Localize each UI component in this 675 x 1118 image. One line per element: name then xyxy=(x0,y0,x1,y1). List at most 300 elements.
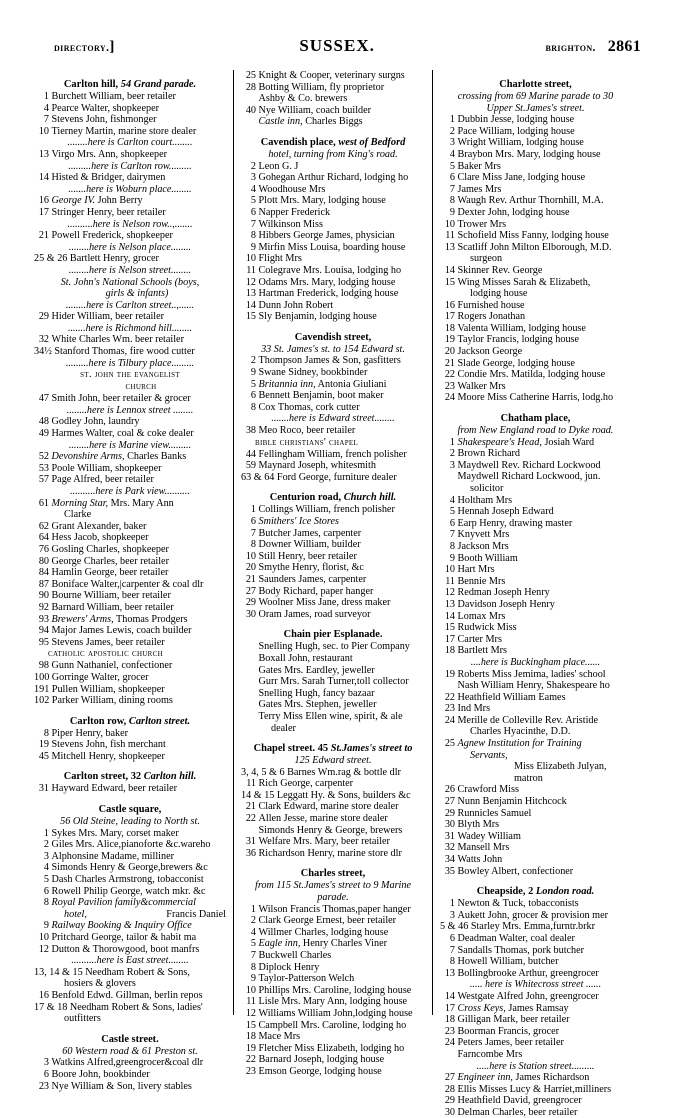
entry-number: 7 xyxy=(250,527,256,539)
directory-entry xyxy=(440,703,631,715)
directory-entry xyxy=(34,614,226,626)
directory-entry xyxy=(34,230,226,242)
entry-text: Walker Mrs xyxy=(457,380,506,392)
directory-entry xyxy=(440,149,631,161)
entry-number: 57 xyxy=(38,474,49,486)
entry-number: 1 xyxy=(43,91,49,102)
entry-number: 7 xyxy=(449,529,455,541)
directory-entry xyxy=(241,950,425,962)
entry-number: 15 xyxy=(245,311,256,323)
entry-text: Giles Mrs. Alice,pianoforte &c.wareho xyxy=(51,839,211,851)
directory-entry xyxy=(241,973,425,985)
entry-text: Mirfin Miss Louisa, boarding house xyxy=(258,241,406,253)
directory-entry xyxy=(440,956,631,968)
entry-text: Dutton & Thorowgood, boot manfrs xyxy=(51,943,200,955)
entry-number: 29 xyxy=(444,807,455,819)
entry-text: Carter Mrs xyxy=(457,633,502,645)
entry-number: 8 xyxy=(250,961,256,973)
directory-entry xyxy=(241,195,425,207)
entry-text: Dunn John Robert xyxy=(258,299,334,311)
entry-text: Saunders James, carpenter xyxy=(258,573,367,585)
entry-text: Scatliff John Milton Elborough, M.D. xyxy=(457,241,612,253)
entry-number: 14 xyxy=(38,172,49,184)
entry-text: Diplock Henry xyxy=(258,961,320,973)
directory-entry xyxy=(34,1069,226,1081)
directory-entry xyxy=(34,990,226,1002)
entry-text: Mace Mrs xyxy=(258,1031,301,1043)
entry-text: Redman Joseph Henry xyxy=(457,587,550,599)
directory-entry xyxy=(34,637,226,649)
entry-text: Alphonsine Madame, milliner xyxy=(51,850,175,862)
entry-number: 16 xyxy=(38,195,49,207)
entry-text: Bollingbrooke Arthur, greengrocer xyxy=(457,967,599,979)
entry-continuation: Clarke xyxy=(64,509,92,521)
directory-entry xyxy=(241,665,425,677)
entry-text: Snelling Hugh, fancy bazaar xyxy=(258,687,375,699)
entry-text: Harmes Walter, coal & coke dealer xyxy=(51,428,194,440)
directory-entry xyxy=(440,1014,631,1026)
entry-text: Colegrave Mrs. Louisa, lodging ho xyxy=(258,264,402,276)
entry-number: 4 xyxy=(250,926,256,938)
directory-entry xyxy=(440,738,631,784)
entry-number: 9 xyxy=(250,973,256,985)
entry-text: Cross Keys, James Ramsay xyxy=(457,1002,569,1014)
entry-number: 31 xyxy=(444,830,455,842)
entry-text: Fletcher Miss Elizabeth, lodging ho xyxy=(258,1042,405,1054)
entry-text: Bartlett Mrs xyxy=(457,645,508,657)
entry-number: 17 xyxy=(38,206,49,218)
cross-street-note: ..... here is Whitecross street ...... xyxy=(469,979,602,991)
entry-text: Virgo Mrs. Ann, shopkeeper xyxy=(51,148,167,160)
entry-text: Hayward Edward, beer retailer xyxy=(51,783,178,795)
directory-entry xyxy=(440,622,631,634)
directory-entry xyxy=(440,242,631,265)
cross-street-note: .........here is Tilbury place......... xyxy=(65,357,195,369)
entry-text: Gates Mrs. Eardley, jeweller xyxy=(258,664,375,676)
street-heading: Cavendish street, xyxy=(294,331,372,343)
entry-text: Pearce Walter, shopkeeper xyxy=(51,102,159,114)
entry-number: 16 xyxy=(38,989,49,1001)
directory-entry xyxy=(241,539,425,551)
entry-text: Meo Roco, beer retailer xyxy=(258,425,356,437)
entry-number: 62 xyxy=(38,520,49,532)
directory-entry xyxy=(34,195,226,207)
entry-number: 8 xyxy=(250,539,256,551)
entry-number: 14 xyxy=(444,264,455,276)
directory-entry xyxy=(440,437,631,449)
entry-number: 4 xyxy=(43,862,49,874)
entry-text: Pritchard George, tailor & habit ma xyxy=(51,932,197,943)
entry-number: 22 xyxy=(444,369,455,381)
cross-street-note: ..........here is Park view.......... xyxy=(70,486,190,497)
entry-continuation: Miss Elizabeth Julyan, matron xyxy=(514,761,607,784)
directory-entry xyxy=(241,551,425,563)
entry-number: 11 xyxy=(246,996,256,1008)
entry-number: 84 xyxy=(38,567,49,579)
entry-number: 7 xyxy=(449,944,455,956)
directory-entry xyxy=(440,311,631,323)
directory-entry xyxy=(241,116,425,128)
directory-entry xyxy=(241,161,425,173)
entry-number: 11 xyxy=(445,230,455,242)
entry-number: 20 xyxy=(245,562,256,574)
entry-number: 11 xyxy=(445,575,455,587)
entry-number: 11 xyxy=(246,778,256,790)
street-heading: Charlotte street, xyxy=(499,79,572,90)
entry-number: 59 xyxy=(245,460,256,472)
entry-number: 87 xyxy=(38,578,49,590)
directory-entry xyxy=(34,625,226,637)
directory-entry xyxy=(34,334,226,346)
entry-number: 15 xyxy=(245,1019,256,1031)
entry-text: Fellingham William, french polisher xyxy=(258,448,407,460)
directory-entry xyxy=(440,680,631,692)
directory-entry xyxy=(241,460,425,472)
entry-number: 52 xyxy=(38,451,49,463)
directory-entry xyxy=(34,839,226,851)
directory-entry xyxy=(34,428,226,440)
entry-number: 23 xyxy=(444,1025,455,1037)
directory-entry xyxy=(241,597,425,609)
entry-text: Still Henry, beer retailer xyxy=(258,550,357,562)
entry-text: Emson George, lodging house xyxy=(258,1065,382,1077)
entry-text: Buckwell Charles xyxy=(258,950,332,961)
entry-text: Page Alfred, beer retailer xyxy=(51,474,154,486)
entry-number: 24 xyxy=(444,714,455,726)
directory-entry xyxy=(241,790,425,802)
entry-text: Devonshire Arms, Charles Banks xyxy=(51,451,187,463)
entry-text: Jackson George xyxy=(457,346,523,358)
entry-number: 19 xyxy=(245,1042,256,1054)
entry-text: Terry Miss Ellen wine, spirit, & ale xyxy=(258,710,403,722)
directory-entry xyxy=(241,219,425,231)
entry-number: 35 xyxy=(444,865,455,877)
entry-text: Richardson Henry, marine store dlr xyxy=(258,847,402,859)
directory-entry xyxy=(440,323,631,335)
entry-text: Downer William, builder xyxy=(258,539,361,551)
entry-text: Schofield Miss Fanny, lodging house xyxy=(457,230,609,242)
directory-entry xyxy=(241,904,425,916)
entry-text: Deadman Walter, coal dealer xyxy=(457,932,575,944)
entry-number: 19 xyxy=(444,668,455,680)
directory-entry xyxy=(440,796,631,808)
institution-heading xyxy=(241,437,425,449)
entry-text: Benfold Edwd. Gillman, berlin repos xyxy=(51,989,203,1001)
directory-entry xyxy=(34,728,226,740)
entry-number: 25 xyxy=(245,70,256,81)
entry-number: 22 xyxy=(245,813,256,825)
entry-text: Gohegan Arthur Richard, lodging ho xyxy=(258,172,409,184)
entry-text: Maynard Joseph, whitesmith xyxy=(258,460,376,472)
entry-text: Slade George, lodging house xyxy=(457,357,576,369)
directory-entry xyxy=(440,518,631,530)
entry-text: Welfare Mrs. Mary, beer retailer xyxy=(258,836,390,848)
entry-text: Maydwell Rev. Richard Lockwood xyxy=(457,459,601,471)
entry-number: 15 xyxy=(444,622,455,634)
entry-text: Simonds Henry & George, brewers xyxy=(258,824,403,836)
directory-entry xyxy=(440,381,631,393)
entry-number: 6 xyxy=(250,516,256,527)
directory-entry xyxy=(241,825,425,837)
directory-entry xyxy=(241,1043,425,1055)
entry-number: 6 xyxy=(43,1068,49,1080)
directory-entry xyxy=(440,369,631,381)
entry-text: Barnard Joseph, lodging house xyxy=(258,1054,385,1066)
entry-number: 45 xyxy=(38,750,49,762)
entry-number: 40 xyxy=(245,104,256,116)
entry-number: 7 xyxy=(250,218,256,230)
running-head-county: SUSSEX. xyxy=(299,36,375,55)
directory-entry xyxy=(440,277,631,300)
entry-text: Ellis Misses Lucy & Harriet,milliners xyxy=(457,1083,612,1095)
entry-text: Clare Miss Jane, lodging house xyxy=(457,172,586,184)
entry-number: 8 xyxy=(449,195,455,207)
cross-street-note: .......here is Richmond hill........ xyxy=(67,322,193,334)
entry-text: Wing Misses Sarah & Elizabeth, xyxy=(457,276,591,288)
entry-number: 44 xyxy=(245,448,256,460)
entry-number: 15 xyxy=(444,276,455,288)
entry-text: Hess Jacob, shopkeeper xyxy=(51,532,149,544)
entry-text: Moore Miss Catherine Harris, lodg.ho xyxy=(457,392,614,404)
entry-number: 31 xyxy=(245,836,256,848)
directory-entry xyxy=(34,544,226,556)
entry-number: 10 xyxy=(38,932,49,943)
entry-number: 100 xyxy=(34,671,50,683)
directory-entry xyxy=(241,172,425,184)
directory-entry xyxy=(241,288,425,300)
entry-number: 23 xyxy=(38,1080,49,1092)
institution-heading-line: church xyxy=(125,381,157,393)
directory-entry xyxy=(34,886,226,898)
directory-entry xyxy=(440,819,631,831)
directory-entry xyxy=(34,695,226,707)
entry-text: Poole William, shopkeeper xyxy=(51,462,162,474)
directory-entry xyxy=(241,676,425,688)
directory-entry xyxy=(440,219,631,231)
entry-text: Roberts Miss Jemima, ladies' school xyxy=(457,668,606,680)
directory-entry xyxy=(241,242,425,254)
entry-number: 11 xyxy=(246,264,256,276)
street-subheading: Upper St.James's street. xyxy=(486,102,585,114)
directory-entry xyxy=(440,611,631,623)
directory-entry xyxy=(34,114,226,126)
entry-number: 1 xyxy=(449,898,455,910)
entry-number: 19 xyxy=(38,739,49,751)
entry-number: 5 xyxy=(250,938,256,950)
entry-number: 3 xyxy=(449,137,455,149)
directory-entry xyxy=(241,574,425,586)
entry-number: 17 xyxy=(444,311,455,323)
entry-number: 23 xyxy=(245,1065,256,1077)
entry-number: 2 xyxy=(250,355,256,367)
running-head xyxy=(34,36,645,66)
directory-entry xyxy=(440,161,631,173)
entry-text: Newton & Tuck, tobacconists xyxy=(457,898,579,910)
directory-entry xyxy=(241,277,425,289)
directory-entry xyxy=(440,1026,631,1038)
entry-text: Clark Edward, marine store dealer xyxy=(258,801,399,813)
entry-number: 10 xyxy=(245,550,256,562)
entry-number: 3 xyxy=(43,850,49,862)
entry-text: Major James Lewis, coach builder xyxy=(51,625,192,637)
directory-entry xyxy=(34,556,226,568)
directory-entry xyxy=(241,425,425,437)
entry-number: 95 xyxy=(38,636,49,648)
entry-text: Ford George, furniture dealer xyxy=(276,471,397,483)
entry-number: 28 xyxy=(444,1083,455,1095)
entry-text: Jackson Mrs xyxy=(457,540,509,552)
cross-street-note: ....here is Buckingham place...... xyxy=(470,656,601,668)
entry-text: Morning Star, Mrs. Mary Ann xyxy=(51,497,174,509)
entry-text: Bennett Benjamin, boot maker xyxy=(258,390,384,402)
entry-continuation: solicitor xyxy=(470,483,504,494)
entry-text: Knight & Cooper, veterinary surgns xyxy=(258,70,405,81)
directory-entry xyxy=(241,813,425,825)
directory-entry xyxy=(241,653,425,665)
directory-entry xyxy=(241,93,425,105)
directory-entry xyxy=(440,541,631,553)
directory-entry xyxy=(440,1037,631,1049)
entry-text: Bartlett Henry, grocer xyxy=(69,253,159,265)
directory-entry xyxy=(440,854,631,866)
directory-entry xyxy=(34,91,226,103)
entry-number: 3, 4, 5 & 6 xyxy=(241,766,285,778)
directory-entry xyxy=(34,862,226,874)
directory-entry xyxy=(440,1107,631,1118)
entry-number: 8 xyxy=(43,727,49,739)
entry-number: 32 xyxy=(444,842,455,854)
entry-number: 7 xyxy=(250,950,256,961)
entry-number: 25 & 26 xyxy=(34,253,68,265)
entry-text: Allen Jesse, marine store dealer xyxy=(258,813,388,825)
directory-entry xyxy=(241,1031,425,1043)
directory-entry xyxy=(440,495,631,507)
entry-text: Peters James, beer retailer xyxy=(457,1037,564,1049)
directory-entry xyxy=(34,532,226,544)
directory-entry xyxy=(440,137,631,149)
directory-entry xyxy=(440,669,631,681)
entry-text: George Charles, beer retailer xyxy=(51,555,169,567)
directory-entry xyxy=(34,1081,226,1093)
directory-entry xyxy=(34,451,226,463)
directory-entry xyxy=(34,590,226,602)
entry-text: Skinner Rev. George xyxy=(457,264,543,276)
directory-entry xyxy=(440,991,631,1003)
entry-number: 18 xyxy=(444,1014,455,1026)
entry-text: Britannia inn, Antonia Giuliani xyxy=(258,378,387,390)
entry-text: Hartman Frederick, lodging house xyxy=(258,288,399,300)
entry-text: Simonds Henry & George,brewers &c xyxy=(51,862,208,874)
directory-entry xyxy=(241,778,425,790)
directory-entry xyxy=(440,933,631,945)
entry-number: 47 xyxy=(38,393,49,405)
entry-text: Taylor Francis, lodging house xyxy=(457,334,580,346)
entry-number: 36 xyxy=(245,847,256,859)
entry-text: Merille de Colleville Rev. Aristide xyxy=(457,714,599,726)
institution-heading xyxy=(34,648,226,660)
entry-text: Hider William, beer retailer xyxy=(51,311,165,323)
directory-entry xyxy=(34,207,226,219)
entry-text: Campbell Mrs. Caroline, lodging ho xyxy=(258,1019,407,1031)
entry-text: Burchett William, beer retailer xyxy=(51,91,176,102)
entry-number: 76 xyxy=(38,543,49,555)
directory-entry xyxy=(241,938,425,950)
directory-entry xyxy=(241,801,425,813)
directory-entry xyxy=(241,1020,425,1032)
entry-text: Boorman Francis, grocer xyxy=(457,1025,560,1037)
entry-text: Butcher James, carpenter xyxy=(258,527,362,539)
entry-number: 2 xyxy=(43,839,49,851)
directory-entry xyxy=(34,463,226,475)
entry-number: 6 xyxy=(449,517,455,529)
entry-text: Baker Mrs xyxy=(457,160,501,172)
entry-number: 14 xyxy=(245,299,256,311)
directory-entry xyxy=(440,910,631,922)
directory-entry xyxy=(34,498,226,521)
entry-text: Sykes Mrs. Mary, corset maker xyxy=(51,827,179,839)
directory-column-1 xyxy=(34,70,233,1092)
entry-text: Thompson James & Son, gasfitters xyxy=(258,355,401,367)
directory-entry xyxy=(440,1049,631,1061)
directory-entry xyxy=(440,921,631,933)
entry-number: 9 xyxy=(43,920,49,932)
entry-text: Wadey William xyxy=(457,830,521,842)
entry-continuation: Charles Hyacinthe, D.D. xyxy=(470,726,571,738)
entry-text: Starley Mrs. Emma,furntr.brkr xyxy=(470,921,596,933)
institution-entry-line: St. John's National Schools (boys, xyxy=(60,276,200,288)
directory-entry xyxy=(241,927,425,939)
directory-entry xyxy=(241,848,425,860)
entry-number: 20 xyxy=(444,346,455,358)
directory-entry xyxy=(241,82,425,94)
directory-entry xyxy=(440,172,631,184)
entry-text: Gurr Mrs. Sarah Turner,toll collector xyxy=(258,676,409,688)
entry-number: 34 xyxy=(444,854,455,865)
directory-entry xyxy=(34,874,226,886)
entry-number: 29 xyxy=(444,1095,455,1107)
entry-number: 2 xyxy=(449,125,455,137)
directory-entry xyxy=(34,126,226,138)
entry-text: Barnard William, beer retailer xyxy=(51,601,174,613)
street-heading: Centurion road, Church hill. xyxy=(269,492,397,504)
entry-text: Ind Mrs xyxy=(457,703,491,715)
entry-number: 10 xyxy=(444,218,455,230)
directory-entry xyxy=(241,449,425,461)
directory-entry xyxy=(440,448,631,460)
entry-number: 18 xyxy=(444,645,455,657)
entry-number: 17 & 18 xyxy=(34,1001,68,1013)
directory-entry xyxy=(241,962,425,974)
cross-street-note: .......here is Edward street........ xyxy=(271,413,395,425)
entry-text: Blyth Mrs xyxy=(457,819,500,831)
institution-heading xyxy=(34,369,226,393)
entry-number: 30 xyxy=(444,819,455,831)
entry-number: 5 xyxy=(449,160,455,172)
entry-number: 18 xyxy=(444,322,455,334)
directory-entry xyxy=(34,253,226,265)
directory-entry xyxy=(440,898,631,910)
entry-number: 27 xyxy=(245,585,256,597)
entry-number: 12 xyxy=(444,587,455,599)
directory-entry xyxy=(34,672,226,684)
entry-text: Cox Thomas, cork cutter xyxy=(258,401,360,413)
entry-text: Shakespeare's Head, Josiah Ward xyxy=(457,436,595,448)
entry-number: 10 xyxy=(444,564,455,576)
entry-text: Dash Charles Armstrong, tobacconist xyxy=(51,874,204,886)
entry-number: 5 xyxy=(250,195,256,207)
entry-text: Histed & Bridger, dairymen xyxy=(51,172,166,184)
entry-number: 13 xyxy=(444,241,455,253)
